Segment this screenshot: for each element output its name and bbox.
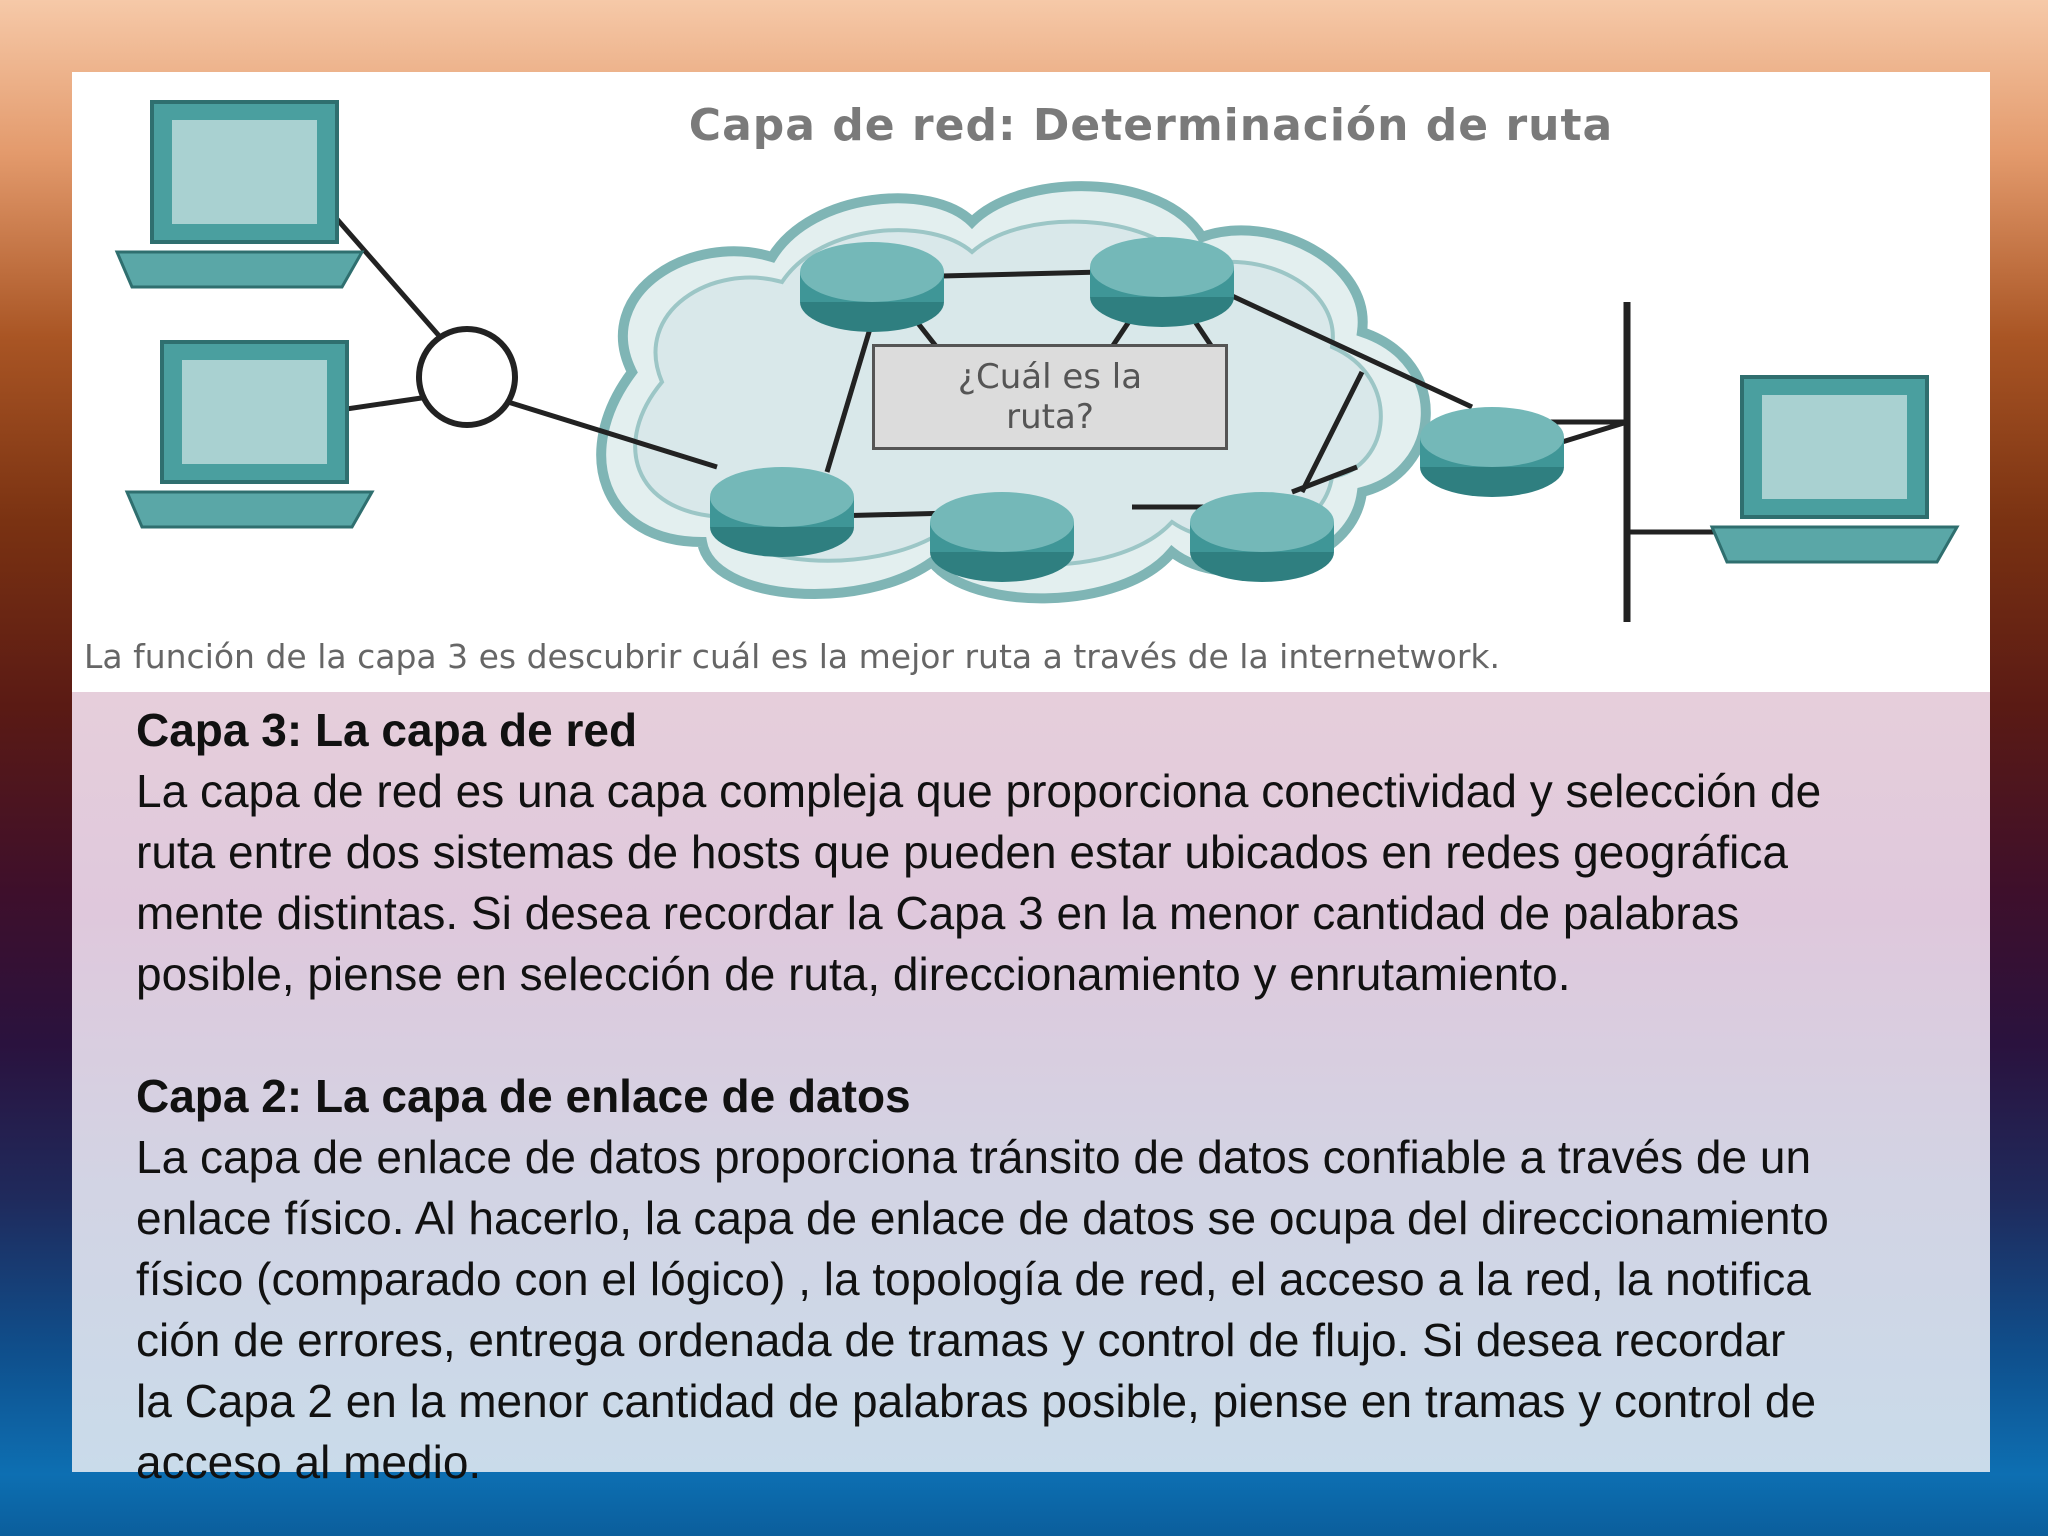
- route-question-box: ¿Cuál es la ruta?: [872, 344, 1228, 450]
- paragraph-line: físico (comparado con el lógico) , la topología de red, el acceso a la red, la notifica: [136, 1253, 1811, 1305]
- paragraph-line: acceso al medio.: [136, 1436, 482, 1488]
- paragraph-line: ruta entre dos sistemas de hosts que pueden estar ubicados en redes geográfica: [136, 826, 1788, 878]
- section-gap: [136, 1005, 2046, 1066]
- paragraph-line: posible, piense en selección de ruta, direccionamiento y enrutamiento.: [136, 948, 1571, 1000]
- paragraph-line: La capa de enlace de datos proporciona tránsito de datos confiable a través de un: [136, 1131, 1812, 1183]
- section-heading: Capa 3: La capa de red: [136, 704, 638, 756]
- paragraph-line: mente distintas. Si desea recordar la Capa 3 en la menor cantidad de palabras: [136, 887, 1740, 939]
- section-layer-2: [136, 1066, 2046, 1493]
- slide-text: [136, 700, 2046, 1493]
- router-6-icon: [1420, 407, 1564, 497]
- computer-right-icon: [1712, 377, 1957, 562]
- router-1-icon: [800, 242, 944, 332]
- router-3-icon: [710, 467, 854, 557]
- section-heading: Capa 2: La capa de enlace de datos: [136, 1070, 911, 1122]
- paragraph-line: ción de errores, entrega ordenada de tramas y control de flujo. Si desea recordar: [136, 1314, 1786, 1366]
- router-4-icon: [930, 492, 1074, 582]
- paragraph-line: enlace físico. Al hacerlo, la capa de enlace de datos se ocupa del direccionamiento: [136, 1192, 1829, 1244]
- hub-circle: [419, 329, 515, 425]
- section-layer-3: [136, 700, 2046, 1005]
- diagram-title: Capa de red: Determinación de ruta: [688, 100, 1614, 151]
- router-2-icon: [1090, 237, 1234, 327]
- paragraph-line: La capa de red es una capa compleja que proporciona conectividad y selección de: [136, 765, 1822, 817]
- diagram-caption: La función de la capa 3 es descubrir cuál es la mejor ruta a través de la internetwork.: [84, 637, 1501, 676]
- computer-left-bottom-icon: [127, 342, 372, 527]
- paragraph-line: la Capa 2 en la menor cantidad de palabras posible, piense en tramas y control de: [136, 1375, 1817, 1427]
- network-diagram: [72, 72, 1990, 692]
- router-5-icon: [1190, 492, 1334, 582]
